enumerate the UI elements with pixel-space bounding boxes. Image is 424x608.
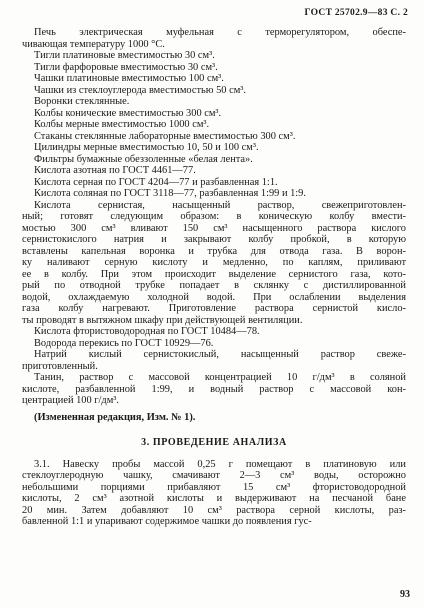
text-line: Танин, раствор с массовой концентрацией 10 г/дм³ в соляной [34,372,406,383]
text-line: Фильтры бумажные обеззоленные «белая лента». [34,153,253,165]
list-item [22,73,406,85]
list-item [22,326,406,338]
text-line: центрацией 100 г/дм³. [22,395,120,406]
text-line: Кислота фтористоводородная по ГОСТ 10484—78. [34,326,260,337]
text-line: сернистокислого натрия и закрывают колбу пробкой, в которую [22,234,406,245]
text-line: Тигли фарфоровые вместимостью 30 см³. [34,61,218,73]
list-item [22,338,406,350]
document-body [22,27,406,528]
text-line: газа колбу нагревают. Приготовление раствора сернистой кисло- [22,303,406,314]
list-item [22,349,406,372]
text-line: Тигли платиновые вместимостью 30 см³. [34,50,215,61]
text-line: кислоте, разбавленной 1:99, и водный раствор с массовой кон- [22,383,406,395]
equipment-list [22,27,406,407]
text-line: водой, охлаждаемую холодной водой. При ослаблении выделения [22,291,406,303]
text-line: Кислота серная по ГОСТ 4204—77 и разбавленная 1:1. [34,176,278,188]
text-line: стеклоуглеродную чашку, смачивают 2—3 см³ воды, осторожно [22,470,406,481]
text-line: Цилиндры мерные вместимостью 10, 50 и 100 см³. [34,142,259,153]
list-item [22,165,406,177]
page-number: 93 [400,589,410,600]
text-line: вставлены капельная воронка и трубка для отвода газа. В ворон- [22,245,406,257]
text-line: 3.1. Навеску пробы массой 0,25 г помещают в платиновую или [34,458,406,470]
text-line: Кислота азотная по ГОСТ 4461—77. [34,165,196,176]
text-line: Водорода перекись по ГОСТ 10929—76. [34,337,214,349]
list-item [22,142,406,154]
section-title: 3. ПРОВЕДЕНИЕ АНАЛИЗА [141,437,287,448]
list-item [22,200,406,327]
text-line: бавленной 1:1 и упаривают содержимое чашки до появления гус- [22,516,312,527]
text-line: Печь электрическая муфельная с терморегулятором, обеспе- [34,27,406,38]
text-line: Натрий кислый сернистокислый, насыщенный раствор свеже- [34,349,406,360]
text-line: 20 мин. Затем добавляют 10 см³ раствора серной кислоты, раз- [22,504,406,516]
text-line: приготовленный. [22,360,98,372]
text-line: чивающая температуру 1000 °С. [22,38,165,50]
text-line: Чашки платиновые вместимостью 100 см³. [34,73,224,84]
list-item [22,188,406,200]
list-item [22,108,406,120]
text-line: Кислота сернистая, насыщенный раствор, свежеприготовлен- [34,199,406,211]
list-item [22,96,406,108]
text-line: Колбы мерные вместимостью 1000 см³. [34,119,210,130]
list-item [22,62,406,74]
list-item [22,119,406,131]
list-item [22,177,406,189]
text-line: Воронки стеклянные. [34,96,130,107]
list-item [22,50,406,62]
text-line: кислоты, 2 см³ азотной кислоты и выдерживают на песчаной бане [22,493,406,504]
text-line: мостью 300 см³ вливают 150 см³ насыщенного раствора кислого [22,222,406,234]
text-line: небольшими порциями прибавляют 15 см³ фтористоводородной [22,481,406,493]
text-line: ты проводят в вытяжном шкафу при действующей вентиляции. [22,314,303,326]
text-line: ный; готовят следующим образом: в коническую колбу вмести- [22,211,406,222]
text-line: ку наливают серную кислоту и медленно, по каплям, приливают [22,257,406,268]
revision-note: (Измененная редакция, Изм. № 1). [34,411,196,423]
page-header: ГОСТ 25702.9—83 С. 2 [304,8,408,18]
text-line: рый по отводной трубке попадает в склянку с дистиллированной [22,280,406,291]
analysis-paragraph [22,459,406,528]
list-item [22,154,406,166]
text-line: Стаканы стеклянные лабораторные вместимостью 300 см³. [34,130,296,142]
text-line: Кислота соляная по ГОСТ 3118—77, разбавленная 1:99 и 1:9. [34,188,306,199]
text-line: Колбы конические вместимостью 300 см³. [34,107,222,119]
text-line: ее в колбу. При этом происходит выделение сернистого газа, кото- [22,268,406,280]
text-line: Чашки из стеклоуглерода вместимостью 50 см³. [34,84,247,96]
list-item [22,131,406,143]
list-item [22,85,406,97]
list-item [22,27,406,50]
list-item [22,372,406,407]
